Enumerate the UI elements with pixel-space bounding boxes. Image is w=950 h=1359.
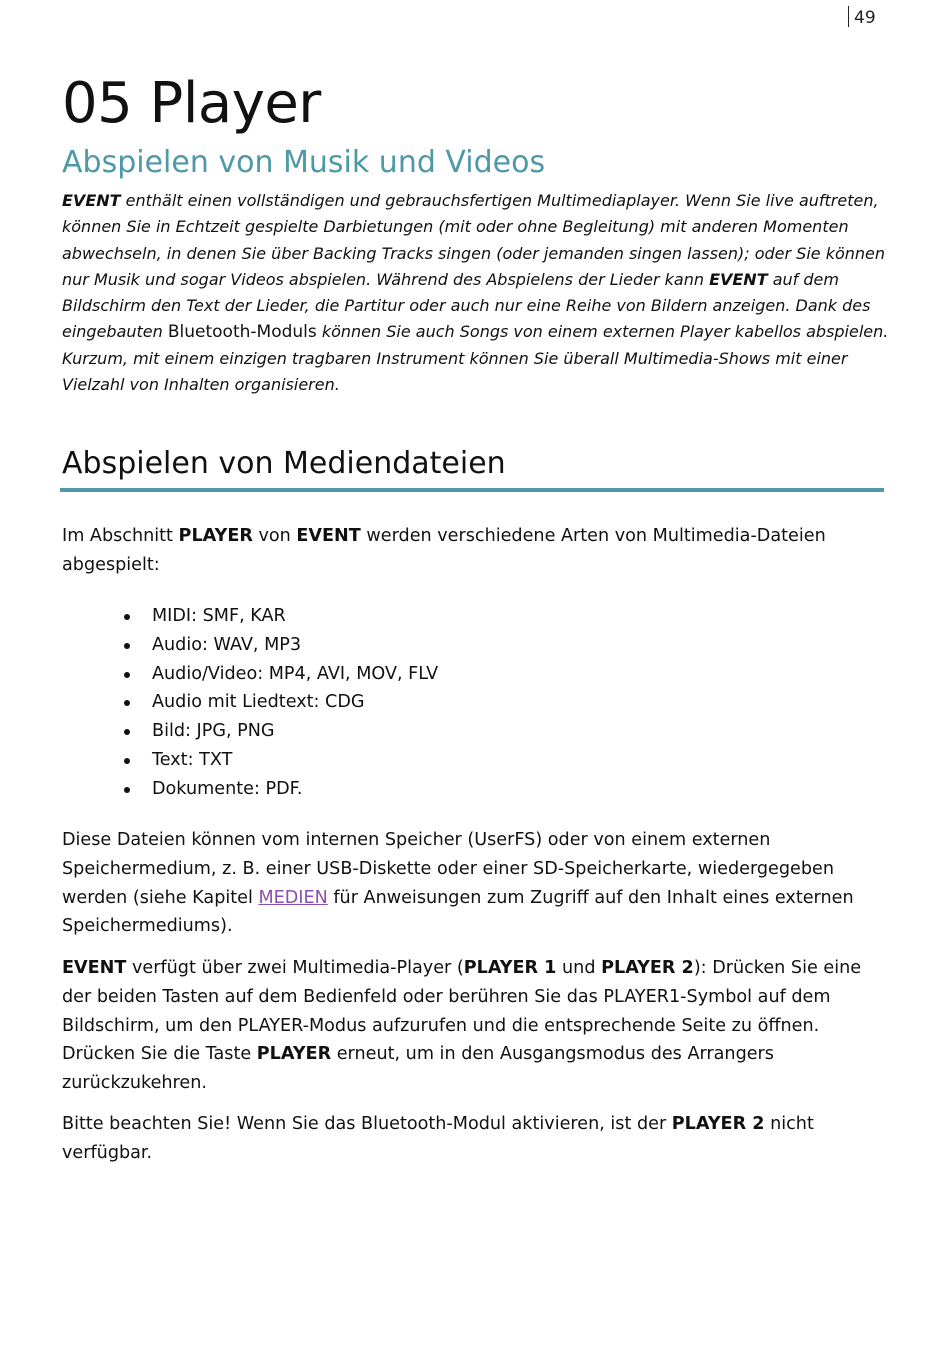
list-item-text: Dokumente: PDF.	[152, 778, 303, 799]
intro-paragraph	[62, 188, 892, 398]
intro-event-2: EVENT	[709, 269, 768, 289]
bullet-icon	[124, 614, 130, 620]
p3-player-2: PLAYER 2	[601, 958, 694, 978]
section-title: Abspielen von Mediendateien	[62, 446, 506, 481]
list-item-text: Audio: WAV, MP3	[152, 634, 302, 655]
p3-text-1: verfügt über zwei Multimedia-Player (	[126, 958, 464, 978]
page-number	[848, 6, 876, 28]
intro-text-2: auf dem Bildschirm den Text der Lieder, die Partitur oder auch nur eine Reihe von Bildern anzeigen. Dank des eingebauten	[62, 269, 871, 342]
intro-text-1: enthält einen vollständigen und gebrauchsfertigen Multimediaplayer. Wenn Sie live auftreten, können Sie in Echtzeit gespielte Darbietungen (mit oder ohne Begleitung) mit anderen Momenten abwechseln, in denen Sie über Backing Tracks singen (oder jemanden singen lassen); oder Sie können nur Musik und sogar Videos abspielen. Während des Abspielens der Lieder kann	[62, 191, 886, 289]
p3-text-3: ): Drücken Sie eine der beiden Tasten auf dem Bedienfeld oder berühren Sie das PLAYER1-Symbol auf dem Bildschirm, um den PLAYER-Modus aufzurufen und die entsprechende Seite zu öffnen. Drücken Sie die Taste	[62, 958, 862, 1065]
p1-text-3: werden verschiedene Arten von Multimedia-Dateien abgespielt:	[62, 526, 826, 575]
list-item-text: Bild: JPG, PNG	[152, 721, 275, 742]
list-item-text: MIDI: SMF, KAR	[152, 606, 286, 626]
p1-text-1: Im Abschnitt	[62, 526, 179, 546]
p3-player-1: PLAYER 1	[463, 958, 557, 978]
list-item	[100, 602, 438, 631]
list-item	[100, 660, 438, 689]
bullet-icon	[124, 758, 130, 764]
p4-text-2: nicht verfügbar.	[62, 1114, 814, 1163]
bullet-icon	[124, 700, 130, 706]
p1-event: EVENT	[296, 526, 361, 546]
paragraph-storage	[62, 826, 882, 941]
bullet-icon	[124, 643, 130, 649]
chapter-title: 05 Player	[62, 71, 321, 136]
p1-player: PLAYER	[178, 526, 253, 546]
paragraph-bluetooth-note	[62, 1110, 882, 1168]
p2-text-2: für Anweisungen zum Zugriff auf den Inhalt eines externen Speichermediums).	[62, 887, 854, 937]
bullet-icon	[124, 787, 130, 793]
p3-text-4: erneut, um in den Ausgangsmodus des Arrangers zurückzukehren.	[62, 1044, 774, 1094]
list-item-text: Audio/Video: MP4, AVI, MOV, FLV	[152, 663, 439, 684]
bullet-icon	[124, 729, 130, 735]
chapter-subtitle: Abspielen von Musik und Videos	[62, 145, 546, 180]
intro-event-1: EVENT	[62, 191, 121, 210]
p3-player-key: PLAYER	[256, 1044, 332, 1065]
list-item-text: Text: TXT	[152, 749, 233, 770]
list-item-text: Audio mit Liedtext: CDG	[152, 692, 365, 713]
p1-text-2: von	[252, 526, 297, 546]
intro-text-3: können Sie auch Songs von einem externen Player kabellos abspielen. Kurzum, mit einem einzigen tragbaren Instrument können Sie überall Multimedia-Shows mit einer Vielzahl von Inhalten organisieren.	[62, 322, 889, 395]
p3-text-2: und	[556, 958, 602, 978]
paragraph-file-types-intro	[62, 522, 882, 580]
file-type-list	[100, 602, 438, 804]
list-item	[100, 746, 438, 775]
list-item	[100, 631, 438, 660]
p4-text-1: Bitte beachten Sie! Wenn Sie das Bluetooth-Modul aktivieren, ist der	[62, 1114, 672, 1134]
medien-link[interactable]: MEDIEN	[258, 887, 328, 908]
bullet-icon	[124, 672, 130, 678]
page-number-value: 49	[854, 8, 876, 28]
section-divider	[60, 488, 884, 492]
paragraph-players	[62, 954, 882, 1098]
list-item	[100, 688, 438, 717]
p3-event: EVENT	[62, 958, 127, 978]
page-number-divider	[848, 6, 849, 27]
list-item	[100, 775, 438, 804]
p2-text-1: Diese Dateien können vom internen Speicher (UserFS) oder von einem externen Speichermedium, z. B. einer USB-Diskette oder einer SD-Speicherkarte, wiedergegeben werden (siehe Kapitel	[62, 830, 835, 908]
p4-player-2: PLAYER 2	[671, 1114, 765, 1134]
list-item	[100, 717, 438, 746]
intro-bluetooth-term: Bluetooth-Moduls	[167, 322, 317, 343]
